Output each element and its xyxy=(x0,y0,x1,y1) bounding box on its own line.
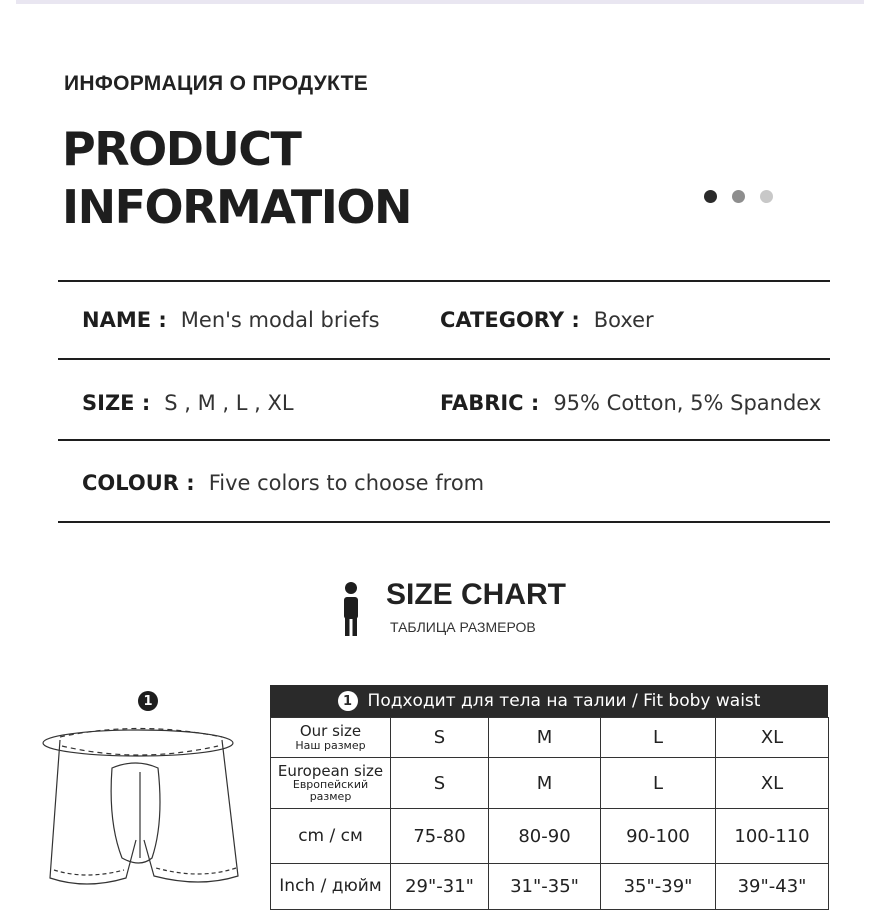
table-cell: 39"-43" xyxy=(716,864,829,910)
row-label: cm / см xyxy=(271,809,391,864)
carousel-dot-1[interactable] xyxy=(704,190,717,203)
table-marker: 1 xyxy=(338,691,358,711)
row-label: European size Европейский размер xyxy=(271,758,391,809)
spec-value: S , M , L , XL xyxy=(164,391,294,415)
table-cell: L xyxy=(601,718,716,758)
section-subtitle-ru: ИНФОРМАЦИЯ О ПРОДУКТЕ xyxy=(64,72,369,95)
table-cell: 90-100 xyxy=(601,809,716,864)
spec-label: NAME : xyxy=(82,308,167,332)
size-chart-title: SIZE CHART xyxy=(386,578,566,611)
spec-label: FABRIC : xyxy=(440,391,540,415)
divider xyxy=(58,358,830,360)
title-line-1: PRODUCT xyxy=(62,122,301,176)
table-cell: 100-110 xyxy=(716,809,829,864)
spec-size xyxy=(82,391,294,415)
table-cell: XL xyxy=(716,758,829,809)
table-cell: 31"-35" xyxy=(489,864,601,910)
size-chart-table xyxy=(270,685,828,910)
table-cell: 80-90 xyxy=(489,809,601,864)
table-cell: M xyxy=(489,718,601,758)
row-label: Our size Наш размер xyxy=(271,718,391,758)
table-cell: S xyxy=(391,718,489,758)
table-header-text: Подходит для тела на талии / Fit boby waist xyxy=(367,691,761,711)
top-accent-bar xyxy=(16,0,864,4)
spec-value: Boxer xyxy=(593,308,654,332)
table-cell: 29"-31" xyxy=(391,864,489,910)
table-row xyxy=(271,864,829,910)
spec-value: 95% Cotton, 5% Spandex xyxy=(553,391,822,415)
table-cell: S xyxy=(391,758,489,809)
spec-colour xyxy=(82,471,484,495)
spec-category xyxy=(440,308,654,332)
spec-value: Men's modal briefs xyxy=(180,308,380,332)
spec-value: Five colors to choose from xyxy=(208,471,485,495)
person-icon xyxy=(340,582,362,638)
carousel-dots xyxy=(704,190,773,203)
divider xyxy=(58,439,830,441)
table-row xyxy=(271,809,829,864)
spec-name xyxy=(82,308,380,332)
divider xyxy=(58,280,830,282)
spec-label: COLOUR : xyxy=(82,471,195,495)
table-cell: L xyxy=(601,758,716,809)
spec-label: CATEGORY : xyxy=(440,308,580,332)
title-line-2: INFORMATION xyxy=(62,180,411,234)
table-cell: 75-80 xyxy=(391,809,489,864)
table-cell: XL xyxy=(716,718,829,758)
table-row xyxy=(271,718,829,758)
divider xyxy=(58,521,830,523)
boxer-brief-illustration xyxy=(40,690,245,895)
spec-label: SIZE : xyxy=(82,391,151,415)
table-row xyxy=(271,758,829,809)
size-chart-subtitle-ru: ТАБЛИЦА РАЗМЕРОВ xyxy=(390,619,536,635)
table-cell: M xyxy=(489,758,601,809)
figure-marker: 1 xyxy=(138,691,158,711)
carousel-dot-3[interactable] xyxy=(760,190,773,203)
spec-fabric xyxy=(440,391,821,415)
table-header xyxy=(270,685,828,717)
row-label: Inch / дюйм xyxy=(271,864,391,910)
table-cell: 35"-39" xyxy=(601,864,716,910)
carousel-dot-2[interactable] xyxy=(732,190,745,203)
